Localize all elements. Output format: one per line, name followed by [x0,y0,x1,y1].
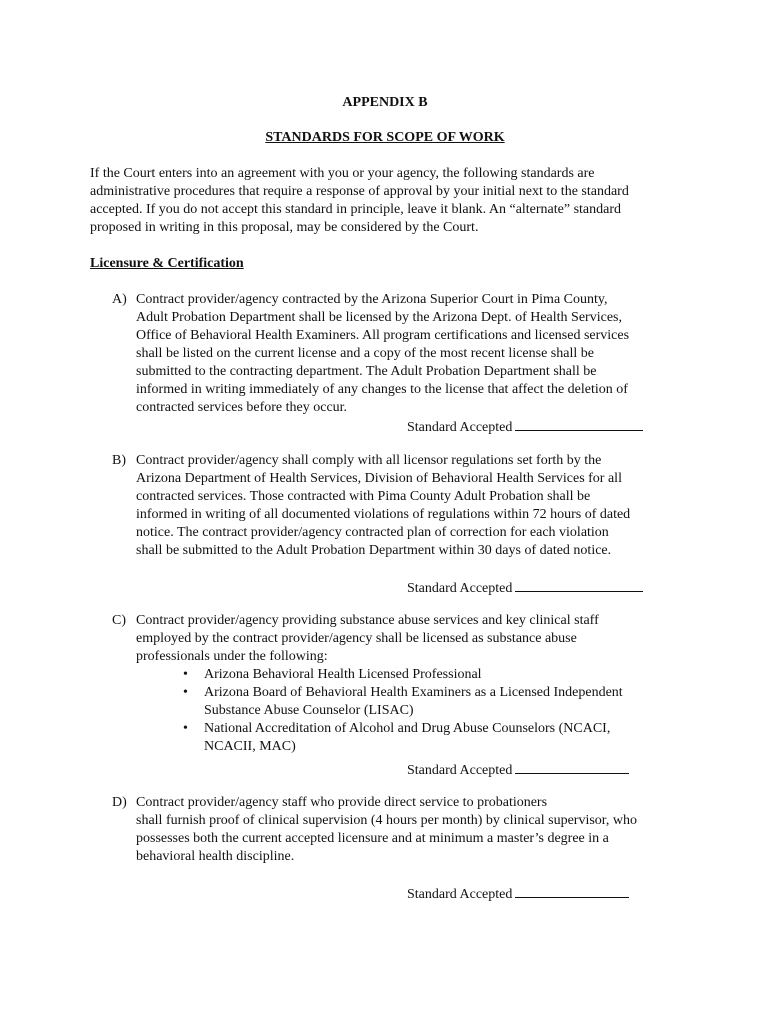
standard-accepted-label: Standard Accepted [407,420,513,435]
item-letter: A) [112,292,127,307]
item-line: informed in writing immediately of any changes to the license that affect the deletion of [136,382,628,397]
bullet-text: Arizona Board of Behavioral Health Examiners as a Licensed Independent Substance Abuse Counselor (LISAC) [204,685,623,718]
intro-line: administrative procedures that require a response of approval by your initial next to the standard [90,184,629,199]
item-line: notice. The contract provider/agency contracted plan of correction for each violation [136,525,609,540]
intro-line: proposed in writing in this proposal, may be considered by the Court. [90,220,479,235]
item-body [136,612,712,666]
bullet-dot-icon: • [183,721,188,736]
item-line: Office of Behavioral Health Examiners. All program certifications and licensed services [136,328,630,343]
standard-accepted-label: Standard Accepted [407,763,513,778]
standard-accepted-label: Standard Accepted [407,887,513,902]
item-line: employed by the contract provider/agency shall be licensed as substance abuse [136,631,577,646]
item-line: Contract provider/agency shall comply with all licensor regulations set forth by the [136,453,602,468]
appendix-title: APPENDIX B [342,95,428,110]
item-letter: B) [112,453,126,468]
item-line: informed in writing of all documented violations of regulations within 72 hours of dated [136,507,631,522]
initial-blank-a[interactable] [515,416,643,431]
item-line: shall be listed on the current license and a copy of the most recent license shall be [136,346,594,361]
item-line: Contract provider/agency staff who provide direct service to probationers [136,795,548,810]
standards-title: STANDARDS FOR SCOPE OF WORK [265,130,505,145]
intro-paragraph [90,165,700,237]
item-letter: D) [112,795,127,810]
standard-item-d [112,794,712,866]
item-line: behavioral health discipline. [136,849,295,864]
item-line: shall furnish proof of clinical supervision (4 hours per month) by clinical supervisor, who [136,813,638,828]
item-line: shall be submitted to the Adult Probation Department within 30 days of dated notice. [136,543,612,558]
bullet-item [180,666,650,684]
initial-blank-b[interactable] [515,577,643,592]
standard-item-b [112,452,712,560]
item-line: professionals under the following: [136,649,328,664]
bullet-dot-icon: • [183,667,188,682]
item-line: Arizona Department of Health Services, Division of Behavioral Health Services for all [136,471,622,486]
item-line: contracted services. Those contracted with Pima County Adult Probation shall be [136,489,591,504]
standard-accepted-a [407,416,643,437]
item-body [136,291,712,417]
bullet-text: Arizona Behavioral Health Licensed Professional [204,667,482,682]
initial-blank-c[interactable] [515,759,629,774]
standard-accepted-c [407,759,629,780]
item-body [136,794,712,866]
item-body [136,452,712,560]
item-line: Adult Probation Department shall be licensed by the Arizona Dept. of Health Services, [136,310,622,325]
item-line: Contract provider/agency contracted by the Arizona Superior Court in Pima County, [136,292,608,307]
section-heading-licensure: Licensure & Certification [90,256,244,271]
standard-accepted-d [407,883,629,904]
item-line: submitted to the contracting department. The Adult Probation Department shall be [136,364,597,379]
intro-line: If the Court enters into an agreement with you or your agency, the following standards are [90,166,595,181]
bullet-dot-icon: • [183,685,188,700]
item-letter: C) [112,613,126,628]
item-line: possesses both the current accepted licensure and at minimum a master’s degree in a [136,831,609,846]
item-line: Contract provider/agency providing substance abuse services and key clinical staff [136,613,599,628]
bullet-item [180,684,650,720]
bullet-item [180,720,650,756]
initial-blank-d[interactable] [515,883,629,898]
intro-line: accepted. If you do not accept this standard in principle, leave it blank. An “alternate” standard [90,202,622,217]
standard-accepted-b [407,577,643,598]
license-bullet-list [180,666,650,756]
standard-accepted-label: Standard Accepted [407,581,513,596]
standard-item-a [112,291,712,417]
standard-item-c [112,612,712,666]
item-line: contracted services before they occur. [136,400,348,415]
bullet-text: National Accreditation of Alcohol and Drug Abuse Counselors (NCACI, NCACII, MAC) [204,721,611,754]
